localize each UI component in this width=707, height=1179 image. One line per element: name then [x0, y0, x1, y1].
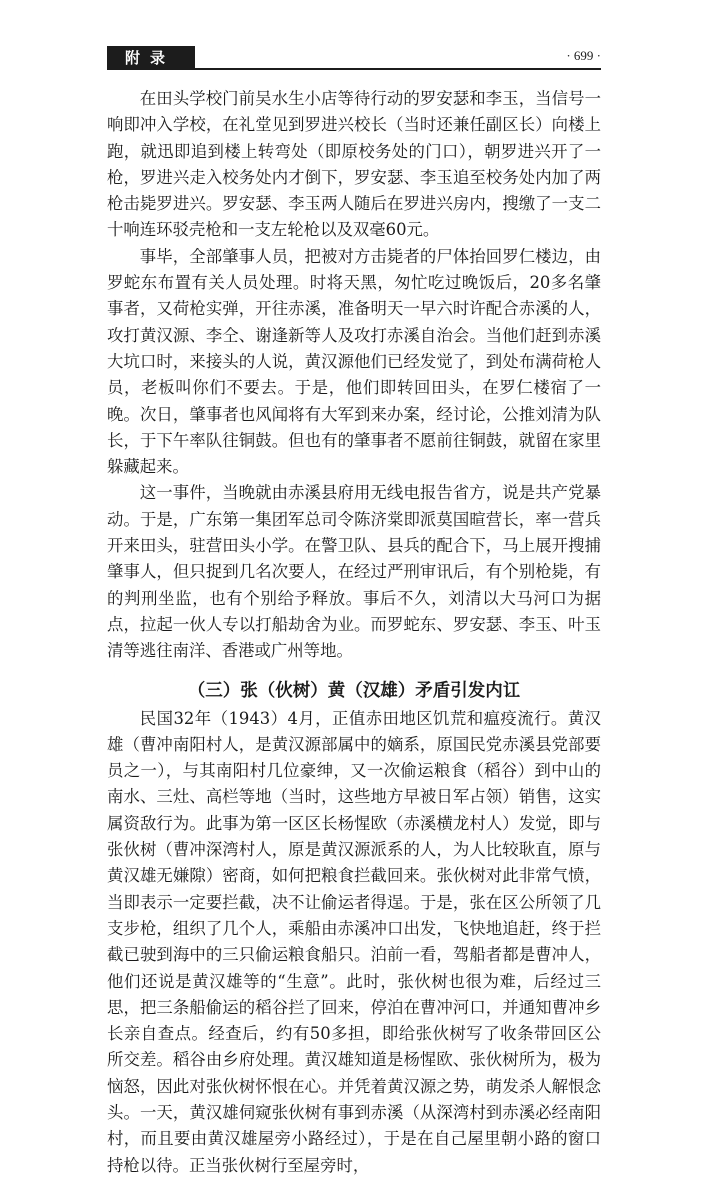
page-number: · 699 · [566, 48, 601, 63]
body-paragraph: 这一事件，当晚就由赤溪县府用无线电报告省方，说是共产党暴动。于是，广东第一集团军总司令陈济棠即派莫国暄营长，率一营兵开来田头，驻营田头小学。在警卫队、县兵的配合下，马上展开搜捕肇事人，但只捉到几名次要人，在经过严刑审讯后，有个别枪毙，有的判刑坐监，也有个别给予释放。事后不久，刘清以大马河口为据点，拉起一伙人专以打船劫舍为业。而罗蛇东、罗安瑟、李玉、叶玉清等逃往南洋、香港或广州等地。 [107, 483, 601, 661]
body-paragraph: 事毕，全部肇事人员，把被对方击毙者的尸体抬回罗仁楼边，由罗蛇东布置有关人员处理。时将天黑，匆忙吃过晚饭后，20多名肇事者，又荷枪实弹，开往赤溪，准备明天一早六时许配合赤溪的人，攻打黄汉源、李仝、谢逢新等人及攻打赤溪自治会。当他们赶到赤溪大坑口时，来接头的人说，黄汉源他们已经发觉了，到处布满荷枪人员，老板叫你们不要去。于是，他们即转回田头，在罗仁楼宿了一晚。次日，肇事者也风闻将有大军到来办案，经讨论，公推刘清为队长，于下午率队往铜鼓。但也有的肇事者不愿前往铜鼓，就留在家里躲藏起来。 [107, 246, 601, 477]
body-paragraph: 民国32年（1943）4月，正值赤田地区饥荒和瘟疫流行。黄汉雄（曹冲南阳村人，是黄汉源部属中的嫡系，原国民党赤溪县党部要员之一），与其南阳村几位豪绅，又一次偷运粮食（稻谷）到中山的南水、三灶、高栏等地（当时，这些地方早被日军占领）销售，这实属资敌行为。此事为第一区区长杨惺欧（赤溪横龙村人）发觉，即与张伙树（曹冲深湾村人，原是黄汉源派系的人，为人比较耿直，原与黄汉雄无嫌隙）密商，如何把粮食拦截回来。张伙树对此非常气愤，当即表示一定要拦截，决不让偷运者得逞。于是，张在区公所领了几支步枪，组织了几个人，乘船由赤溪冲口出发，飞快地追赶，终于拦截已驶到海中的三只偷运粮食船只。泊前一看，驾船者都是曹冲人，他们还说是黄汉雄等的“生意”。此时，张伙树也很为难，后经过三思，把三条船偷运的稻谷拦了回来，停泊在曹冲河口，并通知曹冲乡长亲自查点。经查后，约有50多担，即给张伙树写了收条带回区公所交差。稻谷由乡府处理。黄汉雄知道是杨惺欧、张伙树所为，极为恼怒，因此对张伙树怀恨在心。并凭着黄汉源之势，萌发杀人解恨念头。一天，黄汉雄伺窥张伙树有事到赤溪（从深湾村到赤溪必经南阳村，而且要由黄汉雄屋旁小路经过），于是在自己屋里朝小路的窗口持枪以待。正当张伙树行至屋旁时， [107, 708, 601, 1175]
section-heading: （三）张（伙树）黄（汉雄）矛盾引发内讧 [187, 680, 521, 701]
body-paragraph: 在田头学校门前吴水生小店等待行动的罗安瑟和李玉，当信号一响即冲入学校，在礼堂见到罗进兴校长（当时还兼任副区长）向楼上跑，就迅即追到楼上转弯处（即原校务处的门口），朝罗进兴开了一枪，罗进兴走入校务处内才倒下，罗安瑟、李玉追至校务处内加了两枪击毙罗进兴。罗安瑟、李玉两人随后在罗进兴房内，搜缴了一支二十响连环驳壳枪和一支左轮枪以及双毫60元。 [107, 89, 601, 240]
section-tab-label: 附录 [107, 46, 195, 70]
page-body [107, 86, 601, 1179]
header-rule [195, 48, 601, 70]
running-header [0, 46, 707, 70]
